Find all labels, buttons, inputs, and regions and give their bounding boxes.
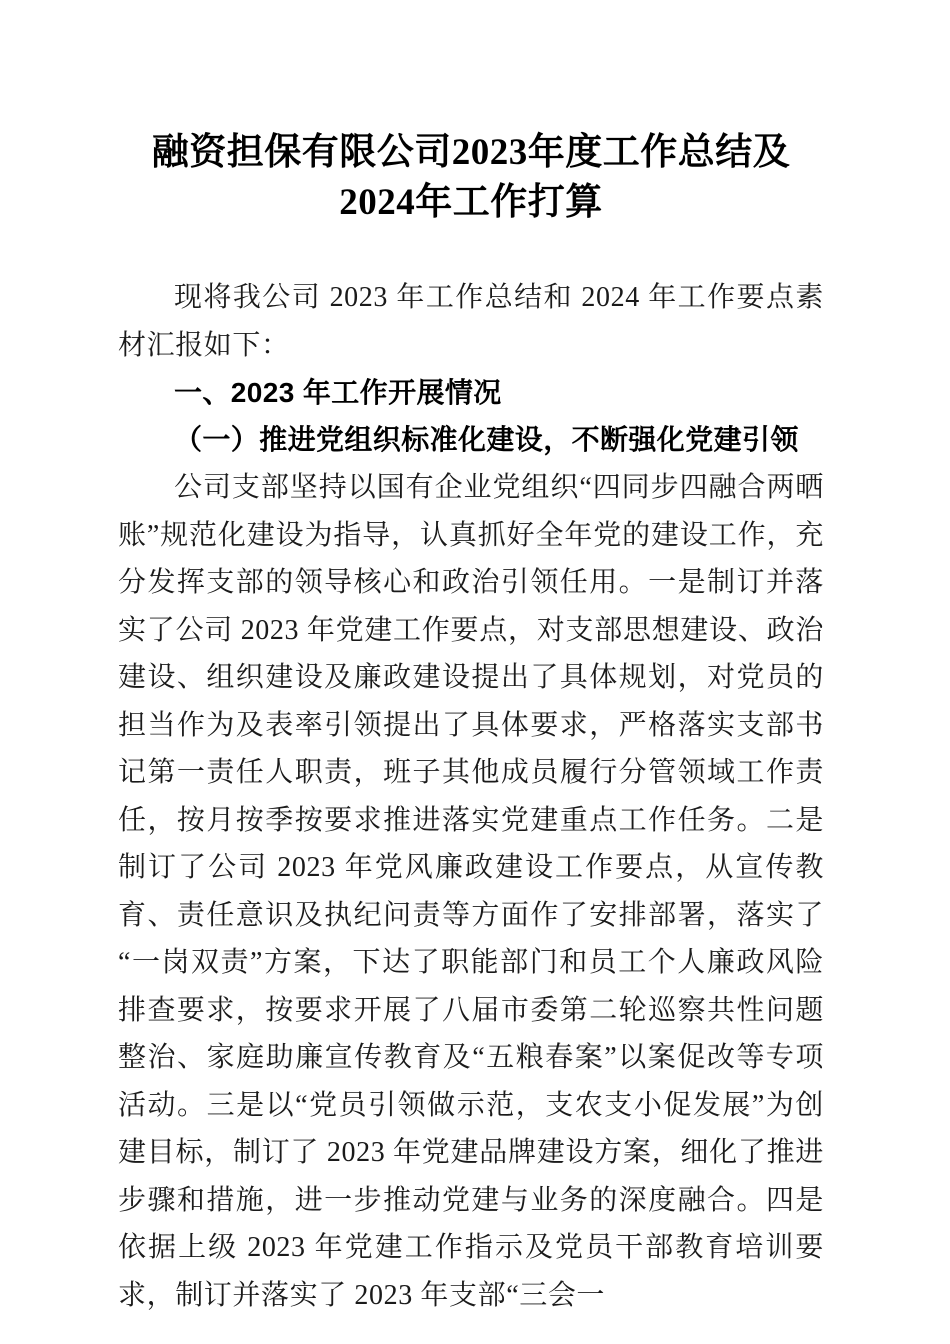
body-paragraph-1: 公司支部坚持以国有企业党组织“四同步四融合两晒账”规范化建设为指导，认真抓好全年党的建设工作，充分发挥支部的领导核心和政治引领任用。一是制订并落实了公司 2023 年党建工作要点，对支部思想建设、政治建设、组织建设及廉政建设提出了具体规划，对党员的担当作为及表率引领提出了具体要求，严格落实支部书记第一责任人职责，班子其他成员履行分管领域工作责任，按月按季按要求推进落实党建重点工作任务。二是制订了公司 2023 年党风廉政建设工作要点，从宣传教育、责任意识及执纪问责等方面作了安排部署，落实了“一岗双责”方案，下达了职能部门和员工个人廉政风险排查要求，按要求开展了八届市委第二轮巡察共性问题整治、家庭助廉宣传教育及“五粮春案”以案促改等专项活动。三是以“党员引领做示范，支农支小促发展”为创建目标，制订了 2023 年党建品牌建设方案，细化了推进步骤和措施，进一步推动党建与业务的深度融合。四是依据上级 2023 年党建工作指示及党员干部教育培训要求，制订并落实了 2023 年支部“三会一	[118, 472, 824, 1311]
page-title: 融资担保有限公司2023年度工作总结及2024年工作打算	[151, 132, 791, 223]
section-heading-level-1: 一、2023 年工作开展情况	[174, 377, 502, 408]
document-body	[118, 0, 824, 1319]
section-heading-level-2: （一）推进党组织标准化建设，不断强化党建引领	[174, 424, 799, 456]
intro-paragraph: 现将我公司 2023 年工作总结和 2024 年工作要点素材汇报如下：	[118, 282, 824, 361]
